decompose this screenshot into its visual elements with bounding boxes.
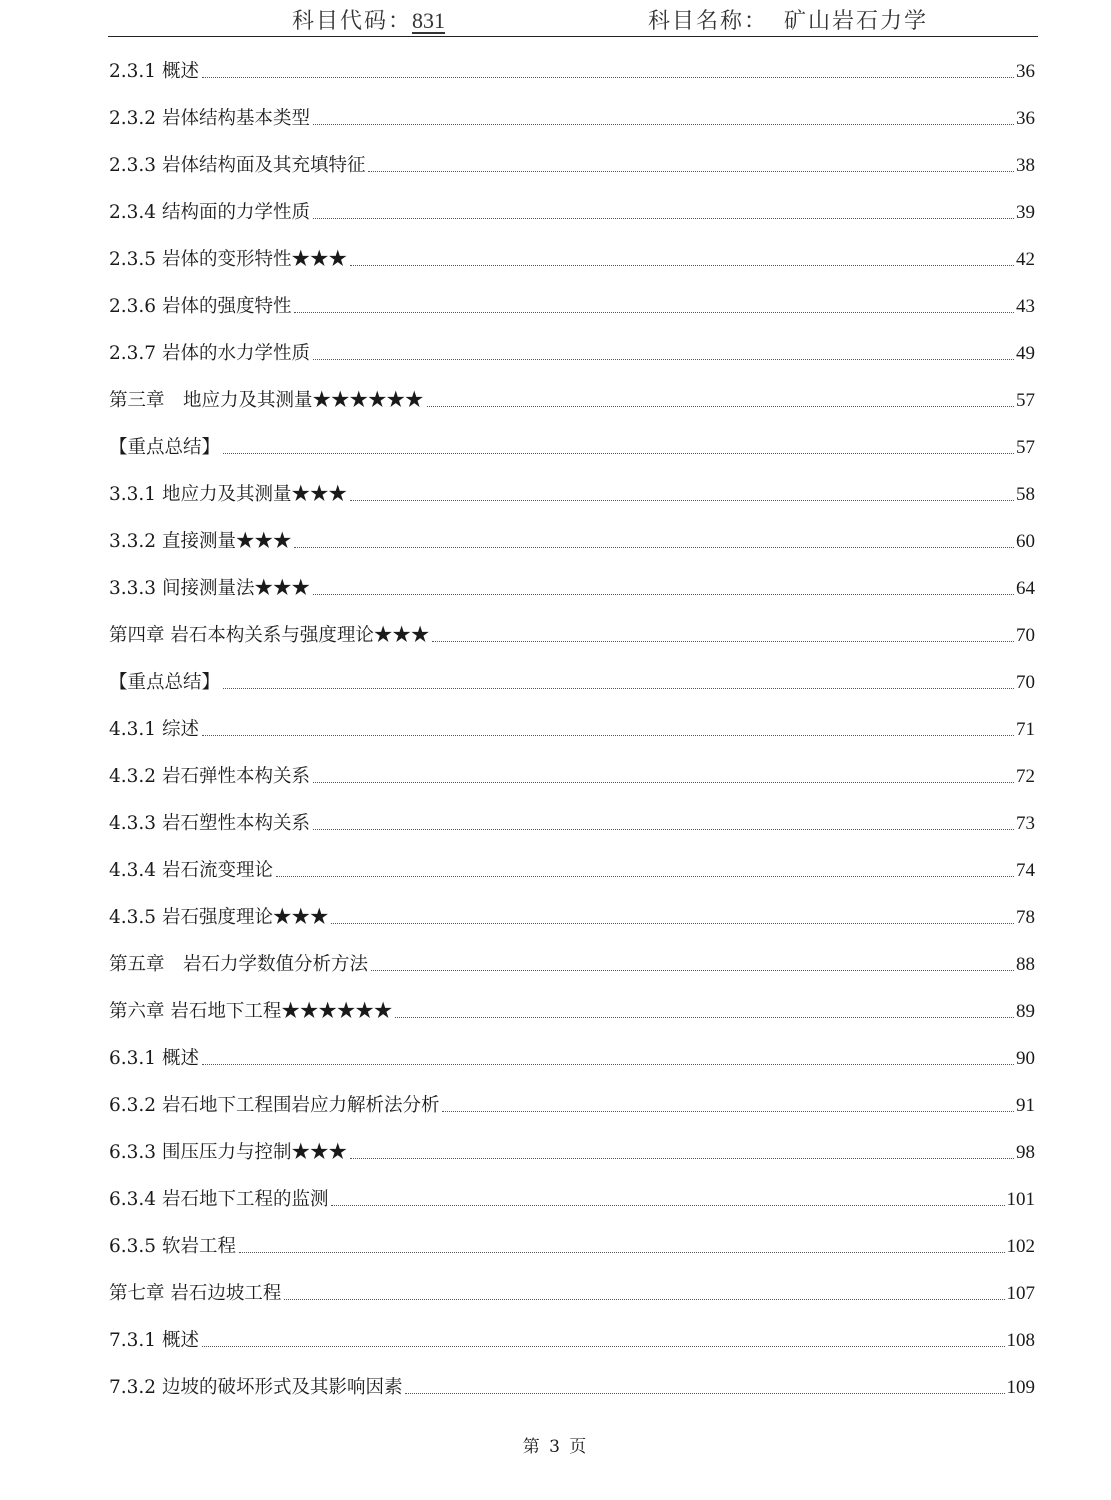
table-of-contents [109, 48, 1035, 1411]
subject-code-value: 831 [412, 8, 446, 33]
toc-entry-title: 7.3.1 概述 [109, 1330, 199, 1351]
toc-dot-leader [284, 1298, 1004, 1300]
toc-entry[interactable] [109, 1035, 1035, 1082]
toc-entry[interactable] [109, 847, 1035, 894]
toc-entry-page: 70 [1016, 625, 1035, 646]
toc-dot-leader [350, 499, 1014, 501]
toc-entry-title: 2.3.6 岩体的强度特性 [109, 296, 292, 317]
toc-entry-title: 【重点总结】 [109, 437, 221, 458]
toc-entry[interactable] [109, 518, 1035, 565]
subject-name-value: 矿山岩石力学 [784, 9, 929, 34]
toc-dot-leader [313, 217, 1014, 219]
toc-entry-page: 78 [1016, 907, 1035, 928]
toc-entry-title: 4.3.4 岩石流变理论 [109, 860, 273, 881]
toc-entry[interactable] [109, 189, 1035, 236]
toc-entry[interactable] [109, 659, 1035, 706]
toc-entry-title: 3.3.3 间接测量法★★★ [109, 578, 310, 599]
toc-entry-title: 4.3.2 岩石弹性本构关系 [109, 766, 310, 787]
toc-entry[interactable] [109, 941, 1035, 988]
toc-entry-page: 98 [1016, 1142, 1035, 1163]
page-number-footer: 第 3 页 [522, 1437, 589, 1457]
toc-entry-page: 109 [1006, 1377, 1035, 1398]
toc-entry-title: 2.3.5 岩体的变形特性★★★ [109, 249, 347, 270]
toc-entry-title: 第五章 岩石力学数值分析方法 [109, 954, 369, 975]
toc-entry[interactable] [109, 1223, 1035, 1270]
toc-entry-page: 58 [1016, 484, 1035, 505]
toc-entry-title: 4.3.3 岩石塑性本构关系 [109, 813, 310, 834]
toc-entry-title: 6.3.3 围压压力与控制★★★ [109, 1142, 347, 1163]
subject-code [292, 4, 457, 35]
toc-dot-leader [427, 405, 1014, 407]
toc-entry-page: 108 [1006, 1330, 1035, 1351]
toc-entry-title: 2.3.2 岩体结构基本类型 [109, 108, 310, 129]
toc-entry[interactable] [109, 377, 1035, 424]
toc-entry-page: 101 [1006, 1189, 1035, 1210]
toc-dot-leader [432, 640, 1014, 642]
toc-entry-title: 6.3.5 软岩工程 [109, 1236, 236, 1257]
toc-entry[interactable] [109, 330, 1035, 377]
toc-entry[interactable] [109, 283, 1035, 330]
toc-entry-title: 6.3.1 概述 [109, 1048, 199, 1069]
toc-entry-page: 91 [1016, 1095, 1035, 1116]
toc-dot-leader [202, 1345, 1005, 1347]
page-header [108, 0, 1038, 37]
toc-dot-leader [313, 781, 1014, 783]
toc-entry[interactable] [109, 1176, 1035, 1223]
toc-entry-page: 73 [1016, 813, 1035, 834]
toc-entry-page: 38 [1016, 155, 1035, 176]
toc-entry-page: 72 [1016, 766, 1035, 787]
toc-dot-leader [202, 734, 1014, 736]
toc-entry-page: 107 [1006, 1283, 1035, 1304]
toc-dot-leader [294, 546, 1014, 548]
toc-entry[interactable] [109, 753, 1035, 800]
subject-name [648, 4, 928, 35]
toc-dot-leader [294, 311, 1014, 313]
toc-entry-page: 74 [1016, 860, 1035, 881]
toc-dot-leader [395, 1016, 1014, 1018]
toc-entry[interactable] [109, 142, 1035, 189]
toc-entry[interactable] [109, 236, 1035, 283]
toc-dot-leader [405, 1392, 1004, 1394]
toc-entry-page: 64 [1016, 578, 1035, 599]
toc-entry-page: 70 [1016, 672, 1035, 693]
toc-entry-page: 88 [1016, 954, 1035, 975]
toc-entry[interactable] [109, 48, 1035, 95]
toc-entry[interactable] [109, 800, 1035, 847]
toc-entry[interactable] [109, 988, 1035, 1035]
toc-entry-title: 第七章 岩石边坡工程 [109, 1283, 282, 1304]
toc-entry-title: 2.3.3 岩体结构面及其充填特征 [109, 155, 366, 176]
toc-entry[interactable] [109, 612, 1035, 659]
toc-entry-title: 6.3.2 岩石地下工程围岩应力解析法分析 [109, 1095, 440, 1116]
toc-dot-leader [202, 76, 1014, 78]
toc-entry[interactable] [109, 424, 1035, 471]
toc-entry-page: 102 [1006, 1236, 1035, 1257]
toc-dot-leader [331, 1204, 1004, 1206]
toc-entry-title: 3.3.2 直接测量★★★ [109, 531, 292, 552]
toc-dot-leader [239, 1251, 1005, 1253]
subject-name-label: 科目名称： [648, 9, 769, 34]
toc-entry-page: 57 [1016, 437, 1035, 458]
toc-entry-title: 6.3.4 岩石地下工程的监测 [109, 1189, 329, 1210]
toc-entry[interactable] [109, 471, 1035, 518]
toc-entry-title: 3.3.1 地应力及其测量★★★ [109, 484, 347, 505]
toc-entry-title: 第三章 地应力及其测量★★★★★★ [109, 390, 424, 411]
toc-dot-leader [368, 170, 1014, 172]
toc-entry-page: 42 [1016, 249, 1035, 270]
toc-entry-page: 39 [1016, 202, 1035, 223]
toc-entry-title: 4.3.1 综述 [109, 719, 199, 740]
toc-entry-title: 第六章 岩石地下工程★★★★★★ [109, 1001, 393, 1022]
toc-entry[interactable] [109, 1082, 1035, 1129]
toc-entry-page: 43 [1016, 296, 1035, 317]
toc-entry-title: 第四章 岩石本构关系与强度理论★★★ [109, 625, 430, 646]
toc-entry[interactable] [109, 1317, 1035, 1364]
toc-dot-leader [313, 358, 1014, 360]
toc-entry-title: 2.3.1 概述 [109, 61, 199, 82]
toc-entry-title: 7.3.2 边坡的破坏形式及其影响因素 [109, 1377, 403, 1398]
toc-dot-leader [313, 828, 1014, 830]
toc-entry-page: 90 [1016, 1048, 1035, 1069]
toc-entry-page: 36 [1016, 61, 1035, 82]
toc-entry-title: 4.3.5 岩石强度理论★★★ [109, 907, 329, 928]
toc-dot-leader [350, 1157, 1014, 1159]
toc-entry-title: 【重点总结】 [109, 672, 221, 693]
toc-entry[interactable] [109, 1129, 1035, 1176]
toc-entry-page: 49 [1016, 343, 1035, 364]
toc-dot-leader [313, 123, 1014, 125]
toc-entry-page: 89 [1016, 1001, 1035, 1022]
toc-entry[interactable] [109, 894, 1035, 941]
subject-code-label: 科目代码： [292, 9, 413, 34]
toc-entry-page: 60 [1016, 531, 1035, 552]
toc-dot-leader [313, 593, 1014, 595]
toc-entry[interactable] [109, 1270, 1035, 1317]
toc-entry-title: 2.3.4 结构面的力学性质 [109, 202, 310, 223]
toc-entry[interactable] [109, 706, 1035, 753]
toc-dot-leader [331, 922, 1014, 924]
toc-dot-leader [350, 264, 1014, 266]
toc-entry[interactable] [109, 1364, 1035, 1411]
toc-entry[interactable] [109, 95, 1035, 142]
toc-entry-page: 57 [1016, 390, 1035, 411]
toc-dot-leader [276, 875, 1014, 877]
toc-entry[interactable] [109, 565, 1035, 612]
toc-dot-leader [371, 969, 1014, 971]
toc-entry-page: 71 [1016, 719, 1035, 740]
toc-dot-leader [442, 1110, 1014, 1112]
toc-entry-page: 36 [1016, 108, 1035, 129]
toc-dot-leader [202, 1063, 1014, 1065]
toc-dot-leader [223, 687, 1014, 689]
toc-dot-leader [223, 452, 1014, 454]
toc-entry-title: 2.3.7 岩体的水力学性质 [109, 343, 310, 364]
